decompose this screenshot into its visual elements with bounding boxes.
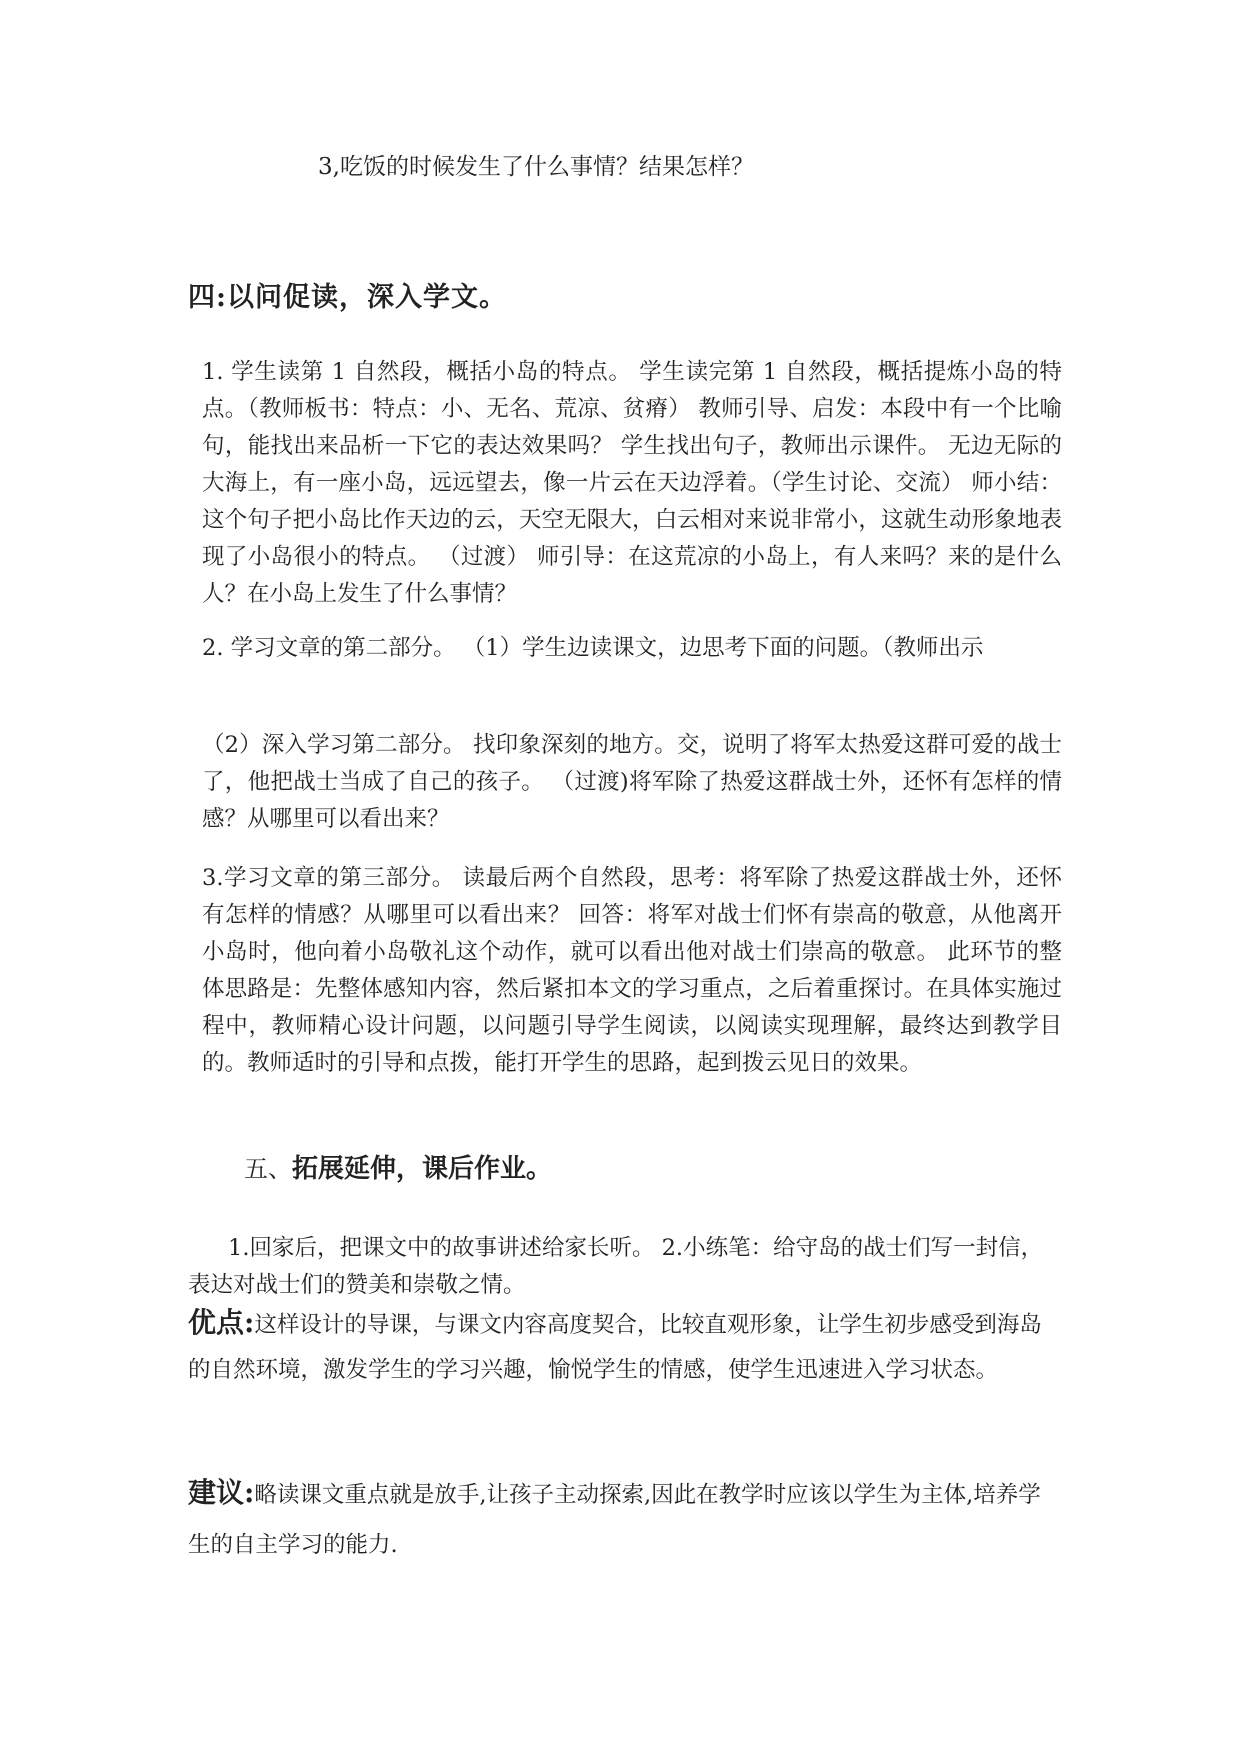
- advantage-paragraph: [188, 1300, 1058, 1393]
- suggestion-text: 略读课文重点就是放手,让孩子主动探索,因此在教学时应该以学生为主体,培养学生的自主学习的能力.: [188, 1482, 1041, 1558]
- advantage-text: 这样设计的导课，与课文内容高度契合，比较直观形象，让学生初步感受到海岛的自然环境，激发学生的学习兴趣，愉悦学生的情感，使学生迅速进入学习状态。: [188, 1312, 1042, 1383]
- section-5-prefix: 五、: [244, 1155, 292, 1183]
- paragraph-3: （2）深入学习第二部分。 找印象深刻的地方。交，说明了将军太热爱这群可爱的战士了，他把战士当成了自己的孩子。 （过渡)将军除了热爱这群战士外，还怀有怎样的情感？从哪里可以看出来？: [202, 732, 1062, 832]
- section-5-title: 拓展延伸，课后作业。: [292, 1154, 553, 1184]
- question-3: 3,吃饭的时候发生了什么事情？结果怎样？: [318, 154, 754, 180]
- homework-paragraph: 1.回家后，把课文中的故事讲述给家长听。 2.小练笔：给守岛的战士们写一封信，表达对战士们的赞美和崇敬之情。: [188, 1235, 1044, 1298]
- paragraph-1: 1. 学生读第 1 自然段，概括小岛的特点。 学生读完第 1 自然段，概括提炼小岛的特点。（教师板书：特点：小、无名、荒凉、贫瘠） 教师引导、启发：本段中有一个比喻句，能找出来品析一下它的表达效果吗？ 学生找出句子，教师出示课件。 无边无际的大海上，有一座小岛，远远望去，像一片云在天边浮着。（学生讨论、交流） 师小结：这个句子把小岛比作天边的云，天空无限大，白云相对来说非常小，这就生动形象地表现了小岛很小的特点。 （过渡） 师引导：在这荒凉的小岛上，有人来吗？来的是什么人？在小岛上发生了什么事情？: [202, 359, 1062, 607]
- suggestion-paragraph: [188, 1468, 1058, 1570]
- suggestion-label: 建议:: [188, 1476, 255, 1509]
- paragraph-2: 2. 学习文章的第二部分。 （1）学生边读课文，边思考下面的问题。（教师出示: [202, 635, 984, 661]
- advantage-label: 优点:: [188, 1306, 255, 1339]
- section-5-heading: [244, 1154, 552, 1184]
- paragraph-4: 3.学习文章的第三部分。 读最后两个自然段，思考：将军除了热爱这群战士外，还怀有怎样的情感？从哪里可以看出来？ 回答：将军对战士们怀有崇高的敬意，从他离开小岛时，他向着小岛敬礼这个动作，就可以看出他对战士们崇高的敬意。 此环节的整体思路是：先整体感知内容，然后紧扣本文的学习重点，之后着重探讨。在具体实施过程中，教师精心设计问题，以问题引导学生阅读，以阅读实现理解，最终达到教学目的。教师适时的引导和点拨，能打开学生的思路，起到拨云见日的效果。: [202, 865, 1062, 1076]
- section-4-heading: 四:以问促读，深入学文。: [188, 282, 507, 313]
